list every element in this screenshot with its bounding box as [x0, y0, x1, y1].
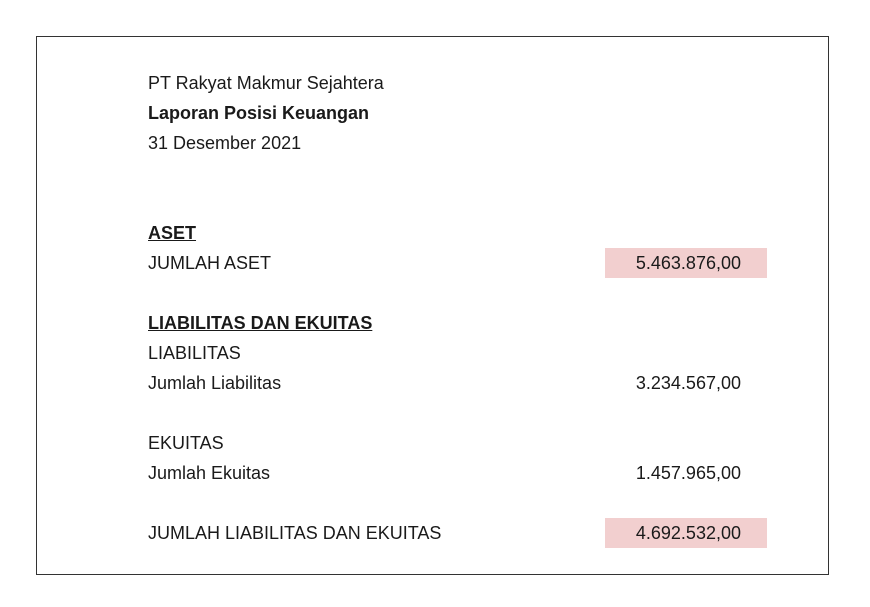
grand-total-value: 4.692.532,00	[605, 518, 767, 548]
grand-total-label: JUMLAH LIABILITAS DAN EKUITAS	[148, 523, 442, 543]
liabilitas-ekuitas-heading: LIABILITAS DAN EKUITAS	[148, 313, 373, 333]
total-aset-value: 5.463.876,00	[605, 248, 767, 278]
total-ekuitas-value: 1.457.965,00	[635, 463, 741, 483]
report-title: Laporan Posisi Keuangan	[148, 103, 370, 123]
report-document	[36, 36, 829, 575]
total-ekuitas-label: Jumlah Ekuitas	[148, 463, 271, 483]
aset-heading: ASET	[148, 223, 197, 243]
report-date: 31 Desember 2021	[148, 133, 302, 153]
total-liabilitas-value: 3.234.567,00	[635, 373, 741, 393]
liabilitas-label: LIABILITAS	[148, 343, 241, 363]
total-aset-label: JUMLAH ASET	[148, 253, 272, 273]
ekuitas-label: EKUITAS	[148, 433, 224, 453]
company-name: PT Rakyat Makmur Sejahtera	[148, 73, 384, 93]
total-liabilitas-label: Jumlah Liabilitas	[148, 373, 282, 393]
